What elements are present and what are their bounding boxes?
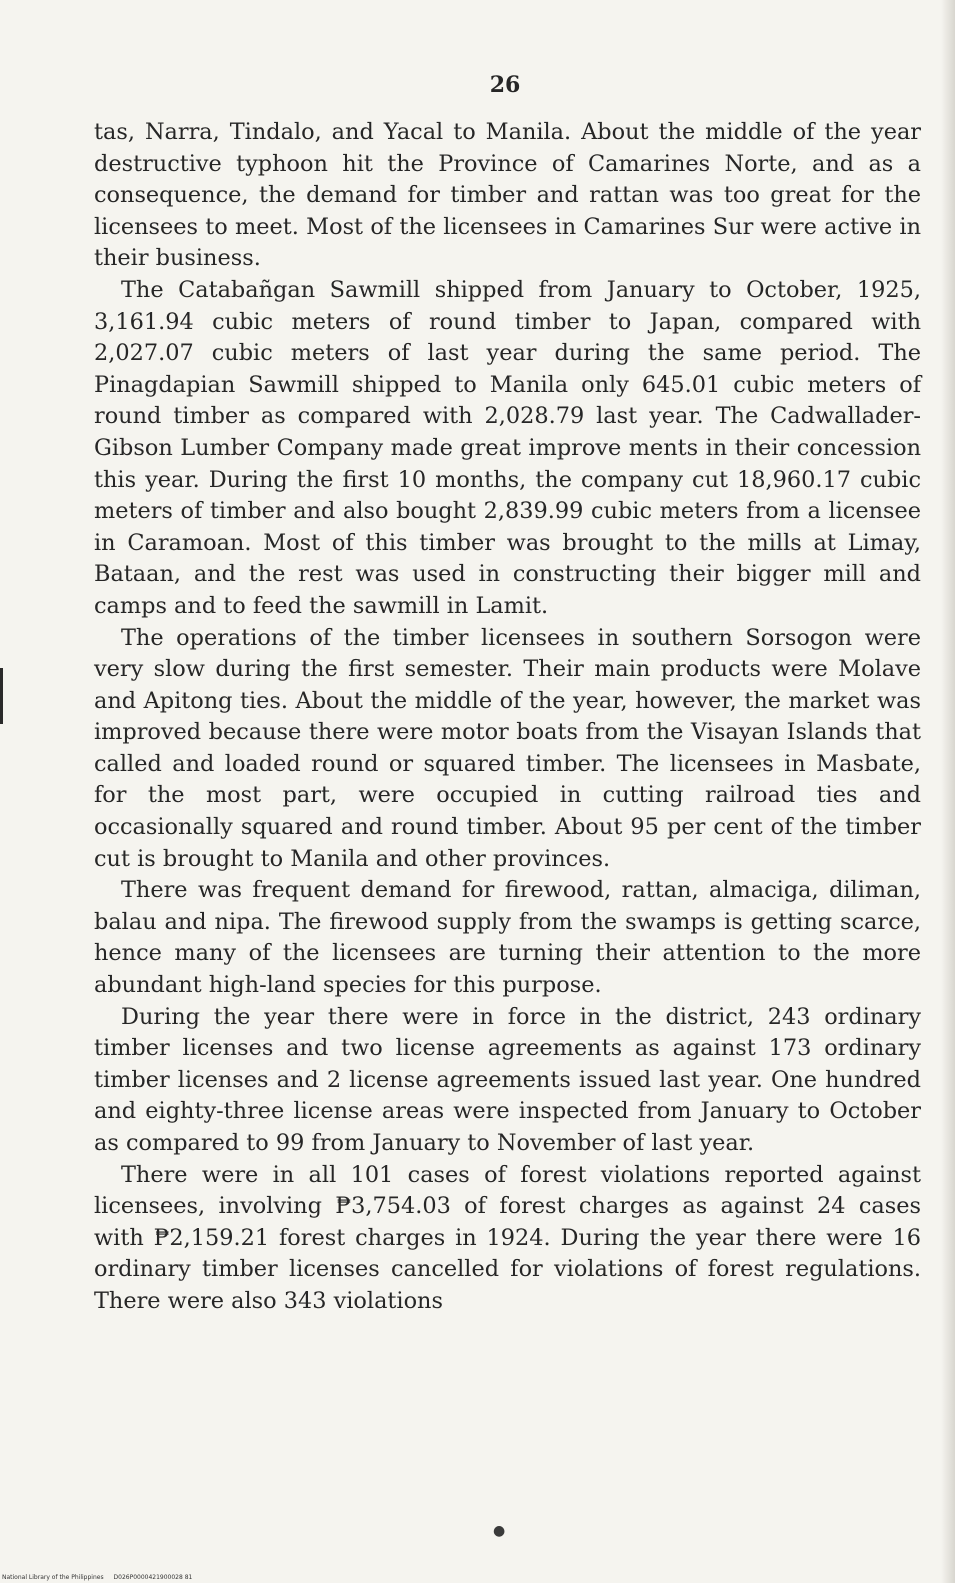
paragraph-6: There were in all 101 cases of forest violations reported against licensees, involving ₱3,754.03 of forest charges as against 24 cases with ₱2,159.21 forest charges in 1924. During the year there were 16 ordinary timber licenses cancelled for violations of forest regulations. There were also 343 violations: [94, 1161, 921, 1314]
page-edge-shadow: [941, 0, 955, 1583]
body-text: [94, 117, 921, 1318]
paragraph-4: There was frequent demand for firewood, rattan, almaciga, diliman, balau and nipa. The firewood supply from the swamps is getting scarce, hence many of the licensees are turning their attention to the more abundant high-land species for this purpose.: [94, 877, 921, 999]
footer-library: National Library of the Philippines: [2, 1574, 104, 1581]
paragraph-1: tas, Narra, Tindalo, and Yacal to Manila. About the middle of the year destructive typhoon hit the Province of Camarines Norte, and as a consequence, the demand for timber and rattan was too great for the licensees to meet. Most of the licensees in Camarines Sur were active in their business.: [94, 119, 921, 272]
ink-spot-mark: ●: [493, 1523, 506, 1539]
paragraph-2: The Catabañgan Sawmill shipped from January to October, 1925, 3,161.94 cubic meters of round timber to Japan, compared with 2,027.07 cubic meters of last year during the same period. The Pinagdapian Sawmill shipped to Manila only 645.01 cubic meters of round timber as compared with 2,028.79 last year. The Cadwallader-Gibson Lumber Company made great improve ments in their concession this year. During the first 10 months, the company cut 18,960.17 cubic meters of timber and also bought 2,839.99 cubic meters from a licensee in Caramoan. Most of this timber was brought to the mills at Limay, Bataan, and the rest was used in constructing their bigger mill and camps and to feed the sawmill in Lamit.: [94, 276, 921, 619]
paragraph-3: The operations of the timber licensees in southern Sorsogon were very slow during the first semester. Their main products were Molave and Apitong ties. About the middle of the year, however, the market was improved because there were motor boats from the Visayan Islands that called and loaded round or squared timber. The licensees in Masbate, for the most part, were occupied in cutting railroad ties and occasionally squared and round timber. About 95 per cent of the timber cut is brought to Manila and other provinces.: [94, 624, 921, 872]
scan-footer: [2, 1574, 200, 1581]
footer-code: D026P0000421900028 81: [113, 1574, 193, 1581]
binding-mark: [0, 668, 3, 724]
paragraph-5: During the year there were in force in the district, 243 ordinary timber licenses and two license agreements as against 173 ordinary timber licenses and 2 license agreements issued last year. One hundred and eighty-three license areas were inspected from January to October as compared to 99 from January to November of last year.: [94, 1003, 921, 1156]
page-number: 26: [489, 72, 521, 98]
